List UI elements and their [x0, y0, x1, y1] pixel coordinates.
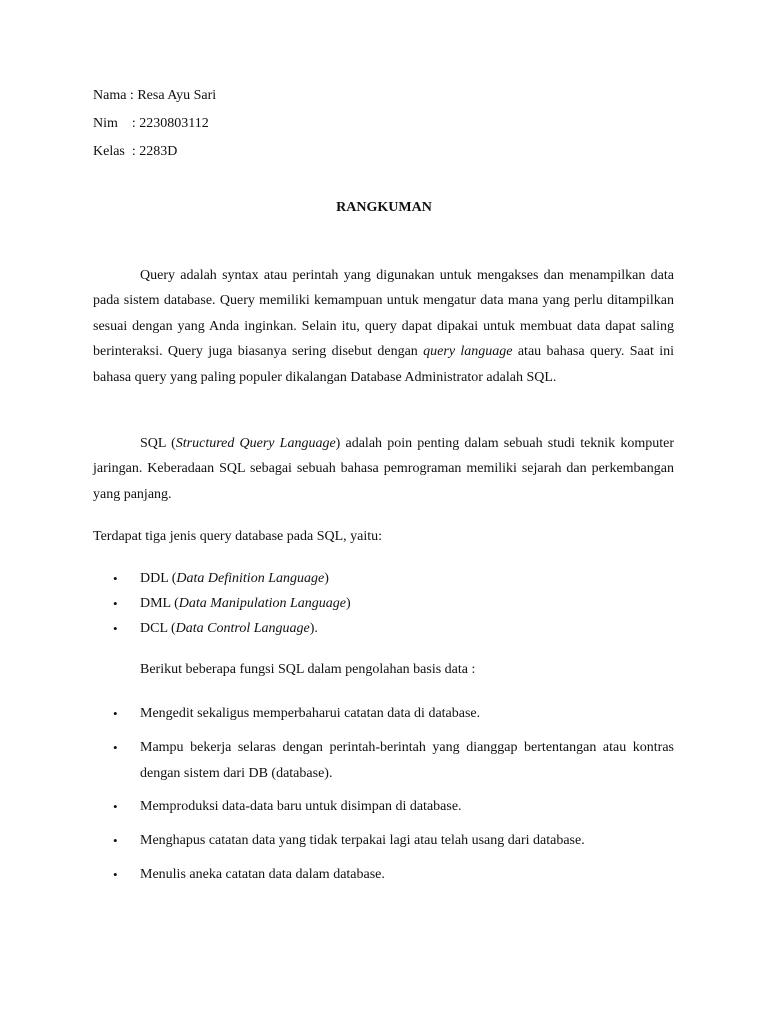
query-type-full: Data Definition Language	[176, 571, 325, 586]
document-title: RANGKUMAN	[336, 200, 432, 215]
student-nim-line	[93, 114, 209, 134]
query-types-intro: Terdapat tiga jenis query database pada SQL, yaitu:	[93, 529, 383, 544]
paragraph-query-text-a: Query adalah syntax atau perintah yang digunakan untuk mengakses dan menampilkan data pada sistem database. Query memiliki kemampuan untuk mengatur data mana yang perlu ditampilkan sesuai dengan yang Anda inginkan. Selain itu, query dapat dipakai untuk membuat data dapat saling berinteraksi. Query juga biasanya sering disebut dengan	[93, 268, 674, 360]
bullet-icon: •	[113, 833, 118, 848]
bullet-icon: •	[113, 799, 118, 814]
paragraph-sql-text-a: SQL (	[140, 436, 176, 451]
name-label: Nama :	[93, 88, 138, 103]
paragraph-query-text-b: atau bahasa query. Saat ini bahasa query yang paling populer dikalangan Database Administrator adalah SQL.	[93, 344, 674, 385]
bullet-icon: •	[113, 706, 118, 721]
bullet-icon: •	[113, 621, 118, 636]
query-type-close: )	[324, 571, 329, 586]
name-value: Resa Ayu Sari	[137, 88, 217, 103]
query-type-dcl	[140, 619, 318, 639]
bullet-icon: •	[113, 740, 118, 755]
paragraph-query	[93, 263, 674, 390]
nim-label: Nim :	[93, 116, 140, 131]
bullet-icon: •	[113, 867, 118, 882]
nim-value: 2230803112	[139, 116, 209, 131]
function-item: Mampu bekerja selaras dengan perintah-berintah yang dianggap bertentangan atau kontras dengan sistem dari DB (database).	[140, 740, 674, 781]
function-item: Menghapus catatan data yang tidak terpakai lagi atau telah usang dari database.	[140, 833, 585, 848]
query-type-abbr: DCL (	[140, 621, 176, 636]
kelas-label: Kelas :	[93, 144, 140, 159]
query-type-full: Data Control Language	[175, 621, 310, 636]
bullet-icon: •	[113, 571, 118, 586]
query-type-full: Data Manipulation Language	[178, 596, 346, 611]
query-type-abbr: DML (	[140, 596, 179, 611]
functions-intro: Berikut beberapa fungsi SQL dalam pengolahan basis data :	[140, 662, 476, 677]
function-item: Memproduksi data-data baru untuk disimpan di database.	[140, 799, 462, 814]
query-type-close: )	[346, 596, 351, 611]
function-item: Mengedit sekaligus memperbaharui catatan data di database.	[140, 706, 481, 721]
query-type-ddl	[140, 569, 329, 589]
paragraph-query-italic: query language	[423, 344, 513, 360]
query-type-dml	[140, 594, 351, 614]
student-name-line	[93, 86, 216, 106]
paragraph-sql-italic: Structured Query Language	[175, 436, 336, 451]
paragraph-sql	[93, 431, 674, 507]
query-type-abbr: DDL (	[140, 571, 177, 586]
query-type-close: ).	[309, 621, 318, 636]
paragraph-sql-text-b: ) adalah poin penting dalam sebuah studi teknik komputer jaringan. Keberadaan SQL sebagai sebuah bahasa pemrograman memiliki sejarah dan perkembangan yang panjang.	[93, 436, 675, 502]
student-class-line	[93, 142, 177, 162]
bullet-icon: •	[113, 596, 118, 611]
function-item: Menulis aneka catatan data dalam database.	[140, 867, 385, 882]
kelas-value: 2283D	[139, 144, 178, 159]
